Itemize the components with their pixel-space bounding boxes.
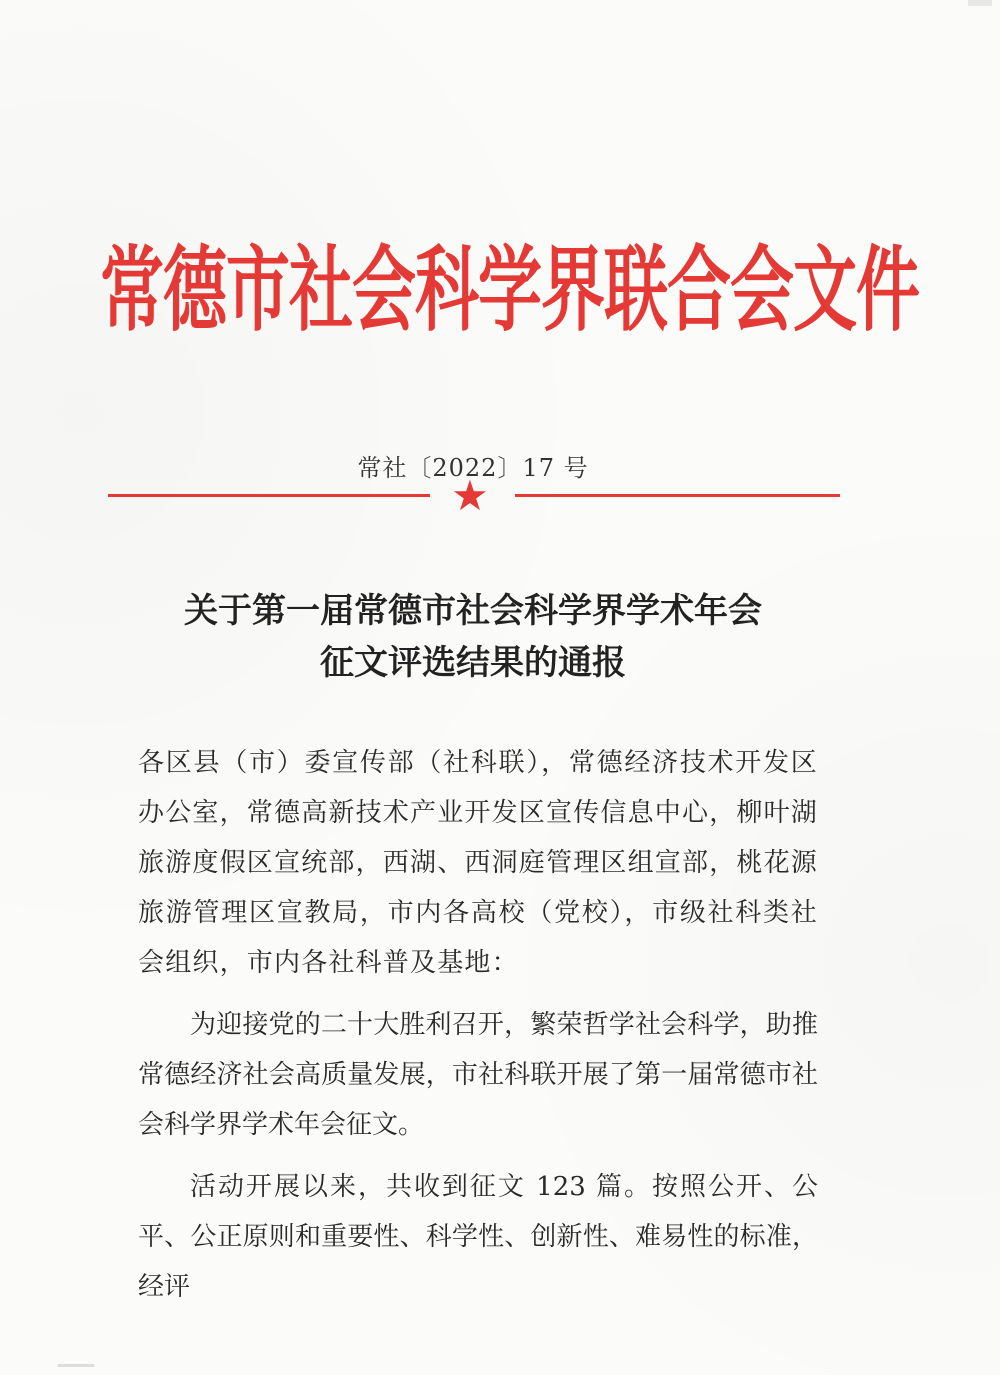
notice-title-line-2: 征文评选结果的通报	[320, 643, 626, 683]
body-paragraph-2: 活动开展以来，共收到征文 123 篇。按照公开、公平、公正原则和重要性、科学性、创新性、难易性的标准，经评	[138, 1172, 818, 1302]
red-divider-left	[108, 494, 430, 497]
document-number: 常社〔2022〕17 号	[357, 454, 589, 482]
recipients-paragraph: 各区县（市）委宣传部（社科联），常德经济技术开发区办公室，常德高新技术产业开发区宣传信息中心，柳叶湖旅游度假区宣统部，西湖、西洞庭管理区组宣部，桃花源旅游管理区宣教局，市内各高校（党校），市级社科类社会组织，市内各社科普及基地：	[138, 748, 819, 978]
scan-artifact	[968, 0, 992, 6]
scan-artifact-bottom	[58, 1364, 94, 1367]
red-divider-right	[515, 494, 840, 497]
document-body	[138, 738, 818, 1312]
document-header-title: 常德市社会科学界联合会文件	[100, 236, 919, 346]
body-paragraph-1: 为迎接党的二十大胜利召开，繁荣哲学社会科学，助推常德经济社会高质量发展，市社科联开展了第一届常德市社会科学界学术年会征文。	[138, 1010, 818, 1140]
star-icon: ★	[451, 471, 489, 520]
notice-title-line-1: 关于第一届常德市社会科学界学术年会	[184, 591, 762, 631]
